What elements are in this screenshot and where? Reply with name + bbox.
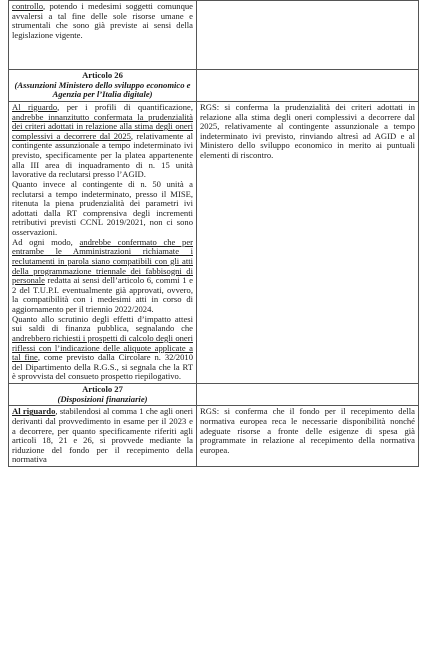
article-27-observations: Al riguardo, stabilendosi al comma 1 che agli oneri derivanti dal provvedimento in esame per il 2023 e a decorrere, per quanto specificamente riferiti agli articoli 18, 21 e 26, si provvede mediante la riduzione del fondo per il recepimento della normativa (9, 406, 197, 467)
table-row (9, 101, 419, 383)
table-row (9, 384, 419, 406)
article-26-header (9, 70, 197, 102)
article-27-header (9, 384, 197, 406)
article-title: Articolo 26 (82, 70, 123, 80)
article-subtitle: (Disposizioni finanziarie) (57, 393, 148, 404)
table-row (9, 406, 419, 467)
continuation-text-left: controllo, potendo i medesimi soggetti comunque avvalersi a tal fine delle sole risorse umane e strumentali che sono già previste ai sensi della legislazione vigente. (9, 1, 197, 70)
table-row (9, 70, 419, 102)
paragraph: Quanto invece al contingente di n. 50 unità a reclutarsi a tempo indeterminato, presso il MISE, ritenuta la piena prudenzialità dei parametri ivi adottati dalla RT comprensiva degli incrementi retributivi previsti CCNL 2019/2021, non ci sono osservazioni. (12, 178, 193, 237)
article-26-response: RGS: si conferma la prudenzialità dei criteri adottati in relazione alla stima degli oneri complessivi a decorrere dal 2025, relativamente al contingente assunzionale a tempo indeterminato ivi previsto, rinviando altresì ad AGID e al Ministero dello sviluppo economico in merito ai puntuali elementi di riscontro. (197, 101, 419, 383)
paragraph: Ad ogni modo, andrebbe confermato che per entrambe le Amministrazioni richiamate i reclutamenti in parola siano compatibili con gli atti della programmazione triennale dei fabbisogni di personale redatta ai sensi dell’articolo 6, commi 1 e 2 del T.U.P.I. eventualmente già approvati, ovvero, la compatibilità con i medesimi atti in corso di aggiornamento per il triennio 2022/2024. (12, 236, 194, 314)
paragraph: Quanto allo scrutinio degli effetti d’impatto attesi sui saldi di finanza pubblica, segnalando che andrebbero richiesti i prospetti di calcolo degli oneri riflessi con l’indicazione delle aliquote applicate a tal fine, come previsto dalla Circolare n. 32/2010 del Dipartimento della R.G.S., si segnala che la RT è sprovvista del consueto prospetto riepilogativo. (12, 313, 193, 382)
article-title: Articolo 27 (82, 384, 123, 394)
paragraph: Al riguardo, per i profili di quantificazione, andrebbe innanzitutto confermata la prudenzialità dei criteri adottati in relazione alla stima degli oneri complessivi a decorrere dal 2025, relativamente al contingente assunzionale a tempo indeterminato ivi previsto, specificamente per la platea appartenente alla III area di inquadramento di n. 15 unità lavorative da reclutarsi presso l’AGID. (12, 101, 193, 180)
article-27-response: RGS: si conferma che il fondo per il recepimento della normativa europea reca le necessarie disponibilità nonché adeguate risorse a fronte delle esigenze di spesa già programmate in relazione al recepimento della normativa europea. (197, 406, 419, 467)
article-26-observations (9, 101, 197, 383)
comparison-table (8, 0, 419, 467)
continuation-text-right (197, 1, 419, 70)
table-row (9, 1, 419, 70)
article-subtitle: (Assunzioni Ministero dello sviluppo economico e Agenzia per l’Italia digitale) (14, 79, 191, 100)
